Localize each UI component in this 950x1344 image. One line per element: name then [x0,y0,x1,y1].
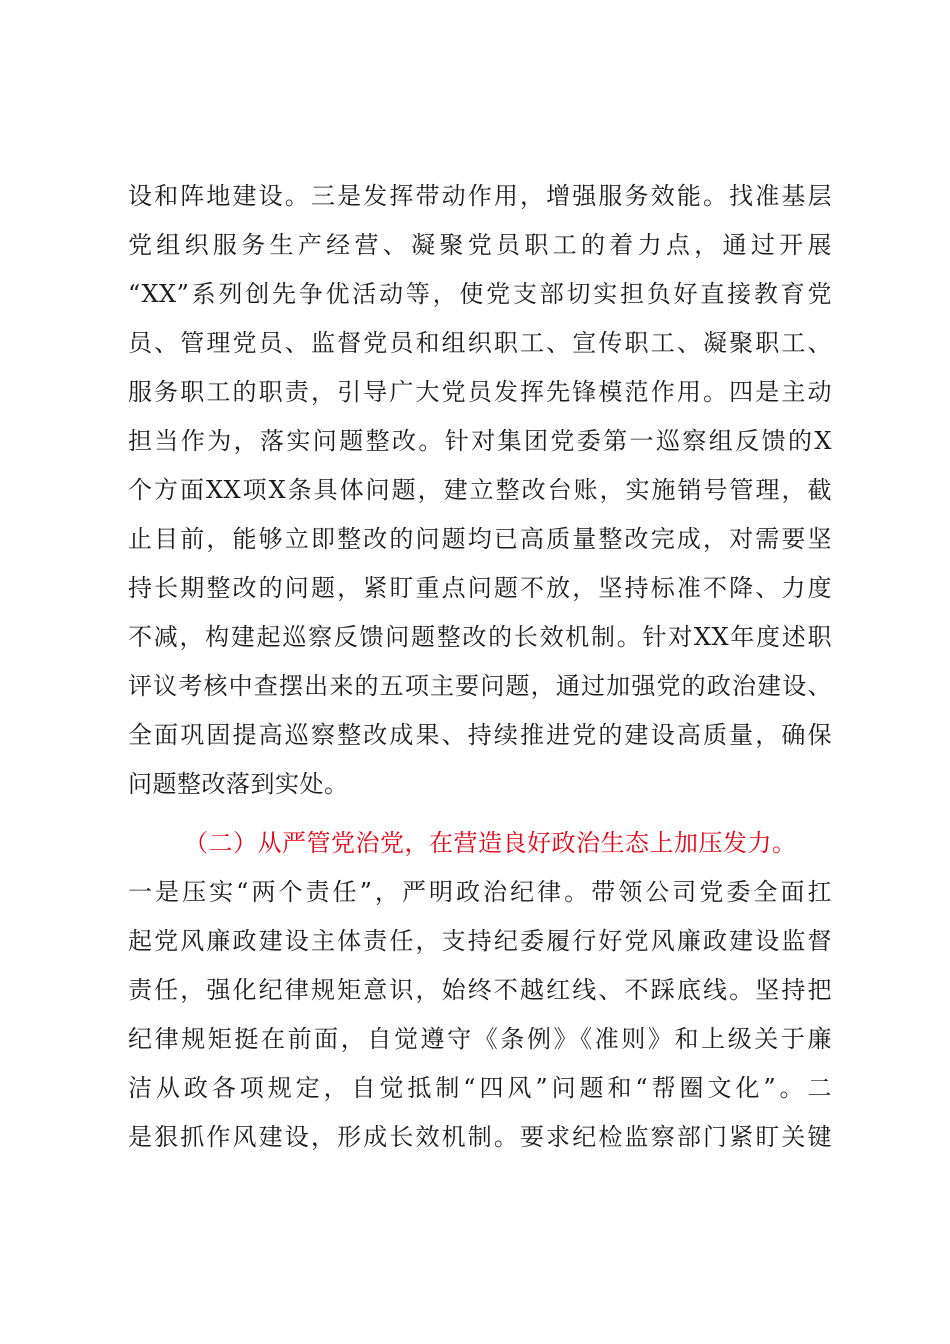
section-heading-line [128,819,832,868]
paragraph-1-line-10: 不减，构建起巡察反馈问题整改的长效机制。针对XX年度述职 [128,623,832,651]
paragraph-1-line-5: 服务职工的职责，引导广大党员发挥先锋模范作用。四是主动 [128,378,832,406]
section-heading: （二）从严管党治党，在营造良好政治生态上加压发力。 [184,829,797,857]
paragraph-2-line-4: 纪律规矩挺在前面，自觉遵守《条例》《准则》和上级关于廉 [128,1025,832,1053]
paragraph-1-line-13: 问题整改落到实处。 [128,770,349,798]
paragraph-2-line-5: 洁从政各项规定，自觉抵制“四风”问题和“帮圈文化”。二 [128,1074,832,1102]
paragraph-1-line-4: 员、管理党员、监督党员和组织职工、宣传职工、凝聚职工、 [128,329,832,357]
paragraph-1-line-6: 担当作为，落实问题整改。针对集团党委第一巡察组反馈的X [128,427,832,455]
paragraph-1 [128,172,832,809]
paragraph-2-line-1: 一是压实“两个责任”，严明政治纪律。带领公司党委全面扛 [128,878,832,906]
paragraph-1-line-8: 止目前，能够立即整改的问题均已高质量整改完成，对需要坚 [128,525,832,553]
paragraph-1-line-11: 评议考核中查摆出来的五项主要问题，通过加强党的政治建设、 [128,672,832,700]
paragraph-1-line-7: 个方面XX项X条具体问题，建立整改台账，实施销号管理，截 [128,476,832,504]
paragraph-1-line-9: 持长期整改的问题，紧盯重点问题不放，坚持标准不降、力度 [128,574,832,602]
paragraph-2-line-6: 是狠抓作风建设，形成长效机制。要求纪检监察部门紧盯关键 [128,1123,832,1151]
paragraph-2-line-2: 起党风廉政建设主体责任，支持纪委履行好党风廉政建设监督 [128,927,832,955]
paragraph-2 [128,819,832,1162]
paragraph-1-line-12: 全面巩固提高巡察整改成果、持续推进党的建设高质量，确保 [128,721,832,749]
paragraph-2-line-3: 责任，强化纪律规矩意识，始终不越红线、不踩底线。坚持把 [128,976,832,1004]
paragraph-1-line-1: 设和阵地建设。三是发挥带动作用，增强服务效能。找准基层 [128,182,832,210]
paragraph-1-line-3: “XX”系列创先争优活动等，使党支部切实担负好直接教育党 [128,280,832,308]
paragraph-1-line-2: 党组织服务生产经营、凝聚党员职工的着力点，通过开展 [128,231,832,259]
